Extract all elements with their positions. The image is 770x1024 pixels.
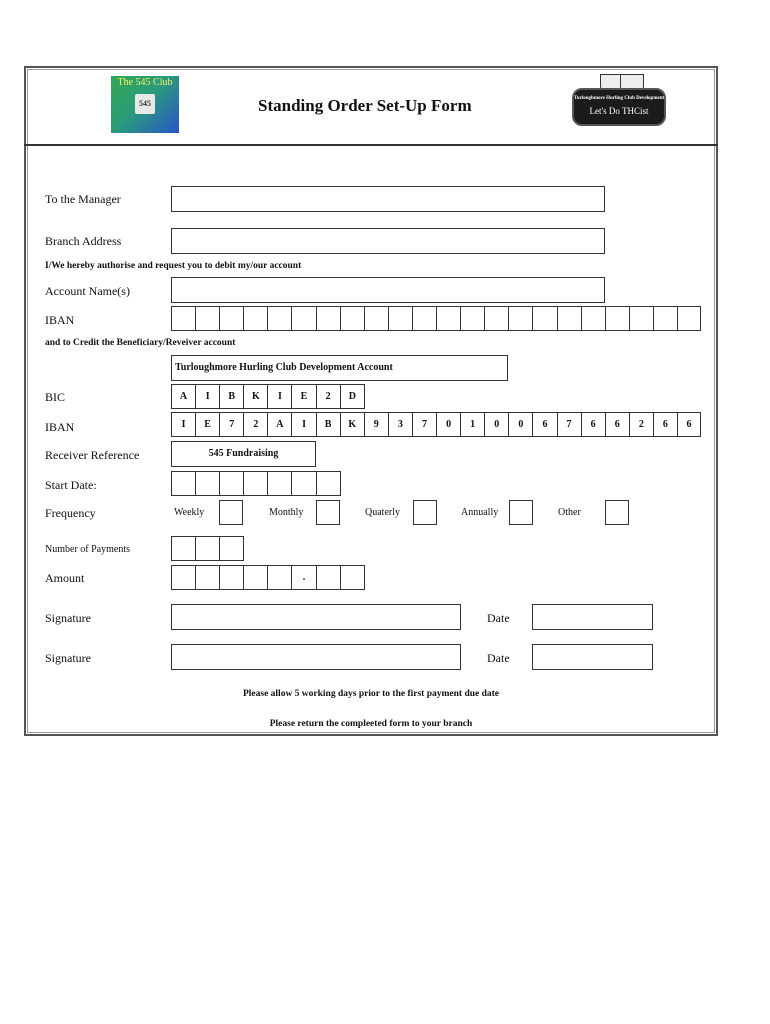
beneficiary-iban-cell: I (172, 413, 196, 436)
number-payments-cell[interactable] (196, 537, 220, 560)
amount-grid[interactable] (171, 565, 365, 590)
iban-cell[interactable] (317, 307, 341, 330)
beneficiary-iban-cell: 6 (686, 419, 692, 430)
beneficiary-iban-cell: K (341, 413, 365, 436)
frequency-annually-checkbox[interactable] (509, 500, 533, 525)
start-date-cell[interactable] (172, 472, 196, 495)
beneficiary-iban-cell: 0 (437, 413, 461, 436)
amount-cell[interactable] (268, 566, 292, 589)
page-title: Standing Order Set-Up Form (258, 96, 472, 115)
iban-cell[interactable] (244, 307, 268, 330)
iban-label: IBAN (45, 313, 75, 327)
account-names-label: Account Name(s) (45, 284, 130, 298)
beneficiary-iban-cell: A (268, 413, 292, 436)
start-date-cell[interactable] (292, 472, 316, 495)
branch-address-field[interactable] (171, 228, 605, 254)
frequency-label: Frequency (45, 506, 96, 520)
start-date-cell[interactable] (268, 472, 292, 495)
branch-address-label: Branch Address (45, 234, 122, 248)
amount-cell[interactable] (196, 566, 220, 589)
beneficiary-iban-cell: 7 (413, 413, 437, 436)
footer-note-1: Please allow 5 working days prior to the first payment due date (242, 689, 500, 699)
bic-cell: A (172, 385, 196, 408)
beneficiary-iban-cell: B (317, 413, 341, 436)
iban-cell[interactable] (365, 307, 389, 330)
bic-cell: I (196, 385, 220, 408)
date-label-2: Date (487, 651, 510, 665)
bic-cell: B (220, 385, 244, 408)
iban-cell[interactable] (461, 307, 485, 330)
bic-label: BIC (45, 390, 66, 404)
bic-cell: 2 (317, 385, 341, 408)
beneficiary-iban-cell: 9 (365, 413, 389, 436)
logo-left-mark: 545 (135, 94, 155, 114)
header-divider (24, 144, 718, 146)
to-manager-field[interactable] (171, 186, 605, 212)
beneficiary-iban-cell: 6 (606, 413, 630, 436)
amount-cell[interactable] (341, 566, 364, 589)
number-payments-cell[interactable] (172, 537, 196, 560)
bic-grid (171, 384, 365, 409)
signature-label-1: Signature (45, 611, 91, 625)
beneficiary-iban-cell: 0 (509, 413, 533, 436)
iban-cell[interactable] (220, 307, 244, 330)
iban-cell[interactable] (196, 307, 220, 330)
amount-cell[interactable]: . (292, 566, 316, 589)
account-names-field[interactable] (171, 277, 605, 303)
iban-cell[interactable] (485, 307, 509, 330)
frequency-quarterly-checkbox[interactable] (413, 500, 437, 525)
frequency-other-checkbox[interactable] (605, 500, 629, 525)
signature-field-2[interactable] (171, 644, 461, 670)
logo-right-line1: Turloughmore Hurling Club Development (574, 96, 665, 101)
iban-cell[interactable] (630, 307, 654, 330)
to-manager-label: To the Manager (45, 192, 121, 206)
amount-cell[interactable] (220, 566, 244, 589)
logo-left-text: The 545 Club (117, 77, 173, 88)
receiver-reference-value: 545 Fundraising (208, 448, 279, 459)
bic-cell: I (268, 385, 292, 408)
bic-cell: D (348, 391, 356, 402)
beneficiary-iban-cell: 7 (220, 413, 244, 436)
beneficiary-iban-cell: 0 (485, 413, 509, 436)
amount-cell[interactable] (172, 566, 196, 589)
iban-cell[interactable] (533, 307, 557, 330)
credit-note: and to Credit the Beneficiary/Reveiver account (45, 338, 236, 348)
start-date-cell[interactable] (317, 472, 340, 495)
frequency-weekly-label: Weekly (174, 507, 205, 518)
start-date-cell[interactable] (244, 472, 268, 495)
club-545-logo (111, 76, 179, 133)
beneficiary-iban-cell: E (196, 413, 220, 436)
beneficiary-iban-cell: 6 (582, 413, 606, 436)
iban-cell[interactable] (606, 307, 630, 330)
amount-cell[interactable] (244, 566, 268, 589)
beneficiary-iban-cell: 2 (630, 413, 654, 436)
start-date-cell[interactable] (220, 472, 244, 495)
date-label-1: Date (487, 611, 510, 625)
iban-cell[interactable] (413, 307, 437, 330)
iban-cell[interactable] (582, 307, 606, 330)
frequency-quarterly-label: Quaterly (365, 507, 400, 518)
beneficiary-name-field (171, 355, 508, 381)
beneficiary-iban-cell: 2 (244, 413, 268, 436)
iban-cell[interactable] (268, 307, 292, 330)
form-frame (24, 66, 718, 736)
amount-label: Amount (45, 571, 85, 585)
amount-cell[interactable] (317, 566, 341, 589)
beneficiary-iban-cell: 6 (533, 413, 557, 436)
development-logo (572, 74, 666, 128)
beneficiary-iban-cell: 1 (461, 413, 485, 436)
logo-right-line2: Let's Do THCist (589, 106, 649, 116)
iban-cell[interactable] (292, 307, 316, 330)
development-badge (572, 88, 666, 126)
number-payments-grid[interactable] (171, 536, 244, 561)
beneficiary-iban-cell: I (292, 413, 316, 436)
start-date-grid[interactable] (171, 471, 341, 496)
date-field-2[interactable] (532, 644, 653, 670)
beneficiary-name: Turloughmore Hurling Club Development Account (175, 362, 393, 373)
frequency-annually-label: Annually (461, 507, 499, 518)
iban-cell[interactable] (654, 307, 678, 330)
date-field-1[interactable] (532, 604, 653, 630)
iban-cell[interactable] (558, 307, 582, 330)
bic-cell: E (292, 385, 316, 408)
iban-cell[interactable] (172, 307, 196, 330)
beneficiary-iban-cell: 7 (558, 413, 582, 436)
authorise-note: I/We hereby authorise and request you to debit my/our account (45, 261, 302, 271)
frequency-monthly-label: Monthly (269, 507, 304, 518)
start-date-cell[interactable] (196, 472, 220, 495)
iban-grid[interactable] (171, 306, 701, 331)
receiver-reference-field (171, 441, 316, 467)
beneficiary-iban-label: IBAN (45, 420, 75, 434)
beneficiary-iban-cell: 6 (654, 413, 678, 436)
bic-cell: K (244, 385, 268, 408)
number-payments-label: Number of Payments (45, 544, 130, 555)
signature-label-2: Signature (45, 651, 91, 665)
signature-field-1[interactable] (171, 604, 461, 630)
receiver-reference-label: Receiver Reference (45, 448, 140, 462)
frequency-monthly-checkbox[interactable] (316, 500, 340, 525)
frequency-other-label: Other (558, 507, 581, 518)
start-date-label: Start Date: (45, 478, 97, 492)
footer-note-2: Please return the compleeted form to your branch (269, 719, 473, 729)
beneficiary-iban-grid (171, 412, 701, 437)
iban-cell[interactable] (509, 307, 533, 330)
iban-cell[interactable] (389, 307, 413, 330)
iban-cell[interactable] (437, 307, 461, 330)
iban-cell[interactable] (678, 307, 700, 330)
iban-cell[interactable] (341, 307, 365, 330)
frequency-weekly-checkbox[interactable] (219, 500, 243, 525)
number-payments-cell[interactable] (220, 537, 243, 560)
beneficiary-iban-cell: 3 (389, 413, 413, 436)
